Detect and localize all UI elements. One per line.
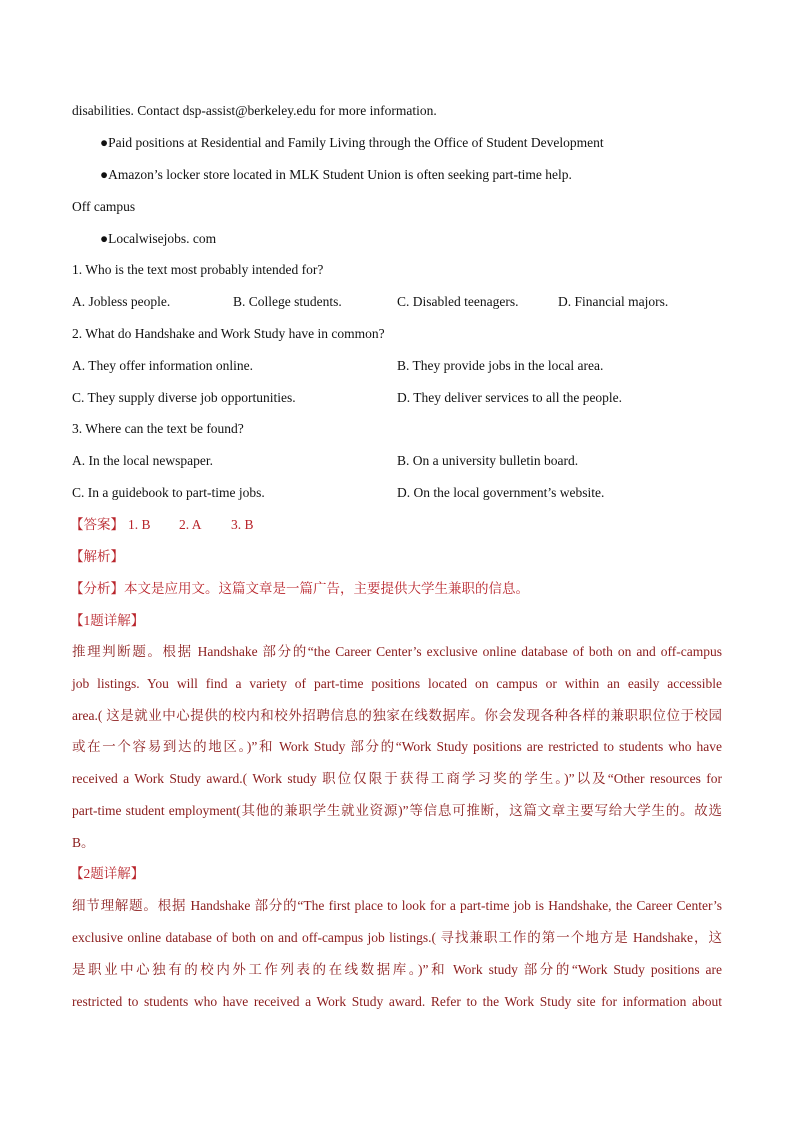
question-option: A. They offer information online. xyxy=(72,358,253,373)
question-option: C. In a guidebook to part-time jobs. xyxy=(72,485,265,500)
question-option: D. Financial majors. xyxy=(558,294,669,309)
summary-label: 【分析】 xyxy=(70,581,124,596)
question-option: B. On a university bulletin board. xyxy=(397,453,579,468)
question-option: C. Disabled teenagers. xyxy=(397,294,519,309)
question-stem: 2. What do Handshake and Work Study have in common? xyxy=(72,326,385,341)
q2-detail-line: 细节理解题。根据 Handshake 部分的“The first place to look for a part-time job is Handshake, the Career Center’s xyxy=(72,898,722,913)
q1-detail-line: area.( 这是就业中心提供的校内和校外招聘信息的独家在线数据库。你会发现各种各样的兼职职位位于校园 xyxy=(72,708,722,723)
section-label-off-campus: Off campus xyxy=(72,199,136,214)
q1-detail-line: job listings. You will find a variety of part-time positions located on campus or within an easily accessible xyxy=(72,676,722,691)
analysis-heading: 【解析】 xyxy=(70,549,124,564)
answer-item: 3. B xyxy=(231,517,254,532)
question-option: A. Jobless people. xyxy=(72,294,171,309)
question-option: D. On the local government’s website. xyxy=(397,485,605,500)
question-stem: 1. Who is the text most probably intended for? xyxy=(72,262,324,277)
summary-text: 本文是应用文。这篇文章是一篇广告，主要提供大学生兼职的信息。 xyxy=(124,581,529,596)
answer-item: 1. B xyxy=(128,517,151,532)
question-option: D. They deliver services to all the people. xyxy=(397,390,623,405)
passage-bullet: ●Localwisejobs. com xyxy=(100,231,217,246)
question-option: B. They provide jobs in the local area. xyxy=(397,358,604,373)
q2-detail-line: exclusive online database of both on and off-campus job listings.( 寻找兼职工作的第一个地方是 Handshake，这 xyxy=(72,930,722,945)
q1-detail-line: B。 xyxy=(72,835,95,850)
q1-detail-heading: 【1题详解】 xyxy=(70,613,145,628)
q1-detail-line: 或在一个容易到达的地区。)”和 Work Study 部分的“Work Study positions are restricted to students who have xyxy=(72,739,722,754)
question-option: B. College students. xyxy=(233,294,342,309)
q2-detail-line: restricted to students who have received a Work Study award. Refer to the Work Study site for information about xyxy=(72,994,722,1009)
passage-bullet: ●Amazon’s locker store located in MLK Student Union is often seeking part-time help. xyxy=(100,167,572,182)
q1-detail-line: part-time student employment(其他的兼职学生就业资源)”等信息可推断，这篇文章主要写给大学生的。故选 xyxy=(72,803,722,818)
q2-detail-line: 是职业中心独有的校内外工作列表的在线数据库。)”和 Work study 部分的“Work Study positions are xyxy=(72,962,722,977)
question-stem: 3. Where can the text be found? xyxy=(72,421,244,436)
answer-label: 【答案】 xyxy=(70,517,124,532)
question-option: C. They supply diverse job opportunities. xyxy=(72,390,296,405)
question-option: A. In the local newspaper. xyxy=(72,453,213,468)
answer-item: 2. A xyxy=(179,517,202,532)
analysis-summary xyxy=(70,579,529,599)
passage-bullet: ●Paid positions at Residential and Family Living through the Office of Student Development xyxy=(100,135,604,150)
q1-detail-line: 推理判断题。根据 Handshake 部分的“the Career Center’s exclusive online database of both on and off-campus xyxy=(72,644,722,659)
q2-detail-heading: 【2题详解】 xyxy=(70,866,145,881)
passage-line: disabilities. Contact dsp-assist@berkeley.edu for more information. xyxy=(72,103,437,118)
q1-detail-line: received a Work Study award.( Work study 职位仅限于获得工商学习奖的学生。)”以及“Other resources for xyxy=(72,771,722,786)
